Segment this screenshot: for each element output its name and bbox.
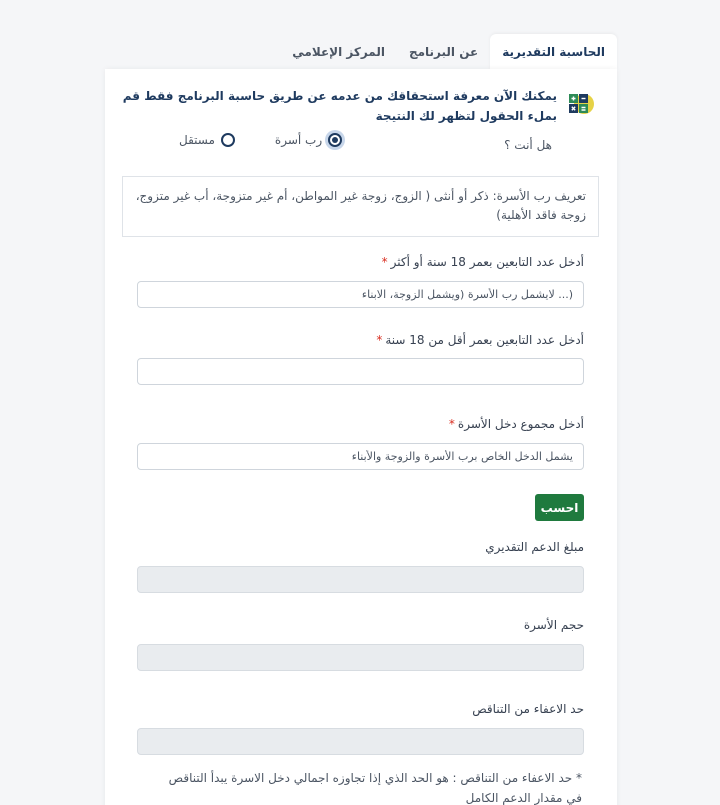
question-label: هل أنت ؟ [504,138,552,152]
calculate-button[interactable]: احسب [535,494,584,521]
exemption-limit-output [137,728,584,755]
calculator-icon [567,90,595,118]
minors-label [376,333,584,347]
required-mark: * [381,255,388,269]
tab-bar [280,34,617,70]
family-size-output [137,644,584,671]
role-radio-group [179,133,342,147]
minors-label-text: أدخل عدد التابعين بعمر أقل من 18 سنة [385,333,584,347]
adults-label-text: أدخل عدد التابعين بعمر 18 سنة أو أكثر [390,255,584,269]
adults-count-input[interactable] [137,281,584,308]
radio-option-family-head[interactable] [275,133,342,147]
radio-independent-label: مستقل [179,133,215,147]
tab-about[interactable]: عن البرنامج [408,45,479,59]
family-income-input[interactable] [137,443,584,470]
support-amount-label: مبلغ الدعم التقديري [485,540,584,554]
family-size-label: حجم الأسرة [523,618,584,632]
required-mark: * [376,333,383,347]
intro [117,86,595,126]
support-amount-output [137,566,584,593]
income-label [449,417,584,431]
exemption-limit-label: حد الاعفاء من التناقص [472,702,584,716]
family-head-definition: تعريف رب الأسرة: ذكر أو أنثى ( الزوج، زوجة غير المواطن، أم غير متزوجة، أب غير متزوج، زوجة فاقد الأهلية) [122,176,599,237]
required-mark: * [448,417,455,431]
radio-independent[interactable] [221,133,235,147]
tab-media-center[interactable]: المركز الإعلامي [292,45,385,59]
exemption-note: * حد الاعفاء من التناقص : هو الحد الذي إذا تجاوزه اجمالي دخل الاسرة يبدأ التناقص في مقدار الدعم الكامل [168,771,582,805]
radio-option-independent[interactable] [179,133,235,147]
minors-count-input[interactable] [137,358,584,385]
income-label-text: أدخل مجموع دخل الأسرة [457,417,584,431]
intro-text: يمكنك الآن معرفة استحقاقك من عدمه عن طريق حاسبة البرنامج فقط قم بملء الحقول لتظهر لك النتيجة [122,89,557,123]
tab-estimator[interactable]: الحاسبة التقديرية [490,34,617,70]
adults-label [382,255,584,269]
calculator-card [105,69,617,805]
radio-family-head-label: رب أسرة [274,133,323,147]
radio-family-head[interactable] [328,133,342,147]
